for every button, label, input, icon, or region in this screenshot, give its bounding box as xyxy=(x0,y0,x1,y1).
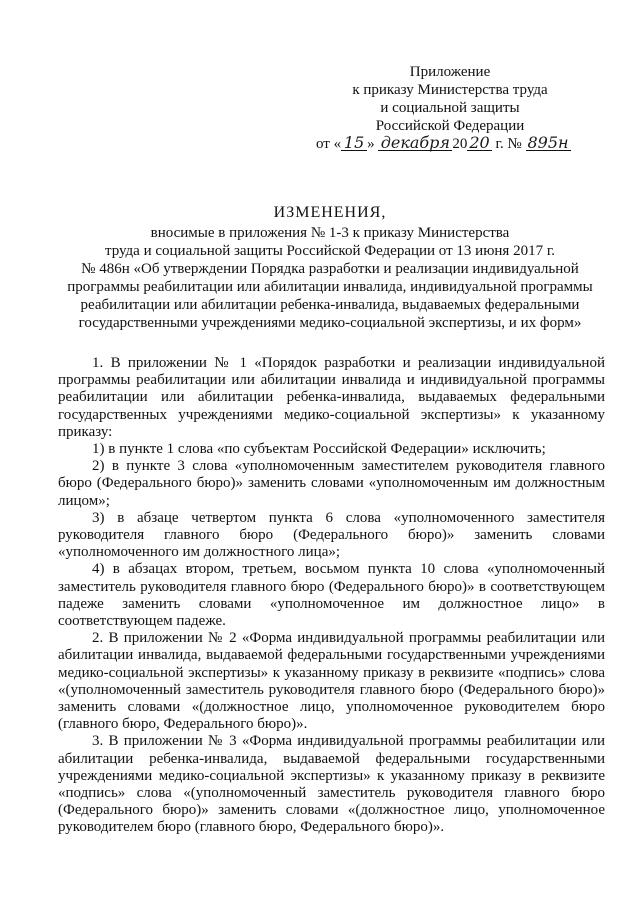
handwritten-number: 895н xyxy=(527,133,569,152)
date-mid: » xyxy=(367,136,375,152)
date-prefix: от « xyxy=(316,136,342,152)
subitem-1: 1) в пункте 1 слова «по субъектам Российской Федерации» исключить; xyxy=(92,441,546,458)
approval-line-1: Приложение xyxy=(409,64,491,80)
approval-block xyxy=(300,63,600,153)
date-suffix: г. № xyxy=(491,136,522,152)
handwritten-year: 20 xyxy=(469,133,490,152)
paragraph-3: 3. В приложении № 3 «Форма индивидуальной программы реабилитации или абилитации ребенка-инвалида, выдаваемой федеральными государственными учреждениями медико-социальной экспертизы» к указанному приказу в реквизите «подпись» слова «(уполномоченный заместитель руководителя главного бюро (Федерального бюро)» заменить словами «(должностное лицо, уполномоченное руководителем бюро (главного бюро, Федерального бюро)». xyxy=(58,733,605,836)
subitem-3: 3) в абзаце четвертом пункта 6 слова «уполномоченного заместителя руководителя главного бюро (Федерального бюро)» заменить словами «уполномоченного им должностного лица»; xyxy=(58,509,605,561)
approval-line-2: к приказу Министерства труда xyxy=(352,82,548,98)
subitem-2: 2) в пункте 3 слова «уполномоченным заместителем руководителя главного бюро (Федерального бюро)» заменить словами «уполномоченным им должностным лицом»; xyxy=(58,458,605,509)
paragraph-2: 2. В приложении № 2 «Форма индивидуальной программы реабилитации или абилитации инвалида, выдаваемой федеральными государственными учреждениями медико-социальной экспертизы» к указанному приказу в реквизите «подпись» слова «(уполномоченный заместитель руководителя главного бюро (Федерального бюро)» заменить словами «(должностное лицо, уполномоченное руководителем бюро (главного бюро, Федерального бюро)». xyxy=(58,630,605,733)
handwritten-day: 15 xyxy=(341,135,367,151)
handwritten-month: декабря xyxy=(378,135,452,151)
title-line: государственными учреждениями медико-социальной экспертизы, и их форм» xyxy=(78,315,582,331)
document-body xyxy=(58,355,605,837)
title-line: реабилитации или абилитации ребенка-инвалида, выдаваемых федеральными xyxy=(80,297,580,313)
title-line: труда и социальной защиты Российской Федерации от 13 июня 2017 г. xyxy=(104,243,556,259)
approval-line-4: Российской Федерации xyxy=(375,118,525,134)
title-line: № 486н «Об утверждении Порядка разработки и реализации индивидуальной xyxy=(81,261,579,277)
paragraph-1: 1. В приложении № 1 «Порядок разработки и реализации индивидуальной программы реабилитации или абилитации инвалида и индивидуальной программы реабилитации или абилитации ребенка-инвалида, выдаваемых федеральными государственных учреждениями медико-социальной экспертизы» к указанному приказу: xyxy=(58,355,605,440)
title-line: программы реабилитации или абилитации инвалида, индивидуальной программы xyxy=(67,279,593,295)
approval-line-3: и социальной защиты xyxy=(380,100,520,116)
title-heading: ИЗМЕНЕНИЯ, xyxy=(273,204,387,221)
year-prefix: 20 xyxy=(452,136,468,152)
approval-date-line xyxy=(300,135,600,153)
document-title xyxy=(40,204,620,332)
subitem-4: 4) в абзацах втором, третьем, восьмом пункта 10 слова «уполномоченный заместитель руководителя главного бюро (Федерального бюро)» в соответствующем падеже заменить словами «уполномоченное им должностное лицо» в соответствующем падеже. xyxy=(58,561,605,630)
title-line: вносимые в приложения № 1-3 к приказу Министерства xyxy=(150,225,510,241)
